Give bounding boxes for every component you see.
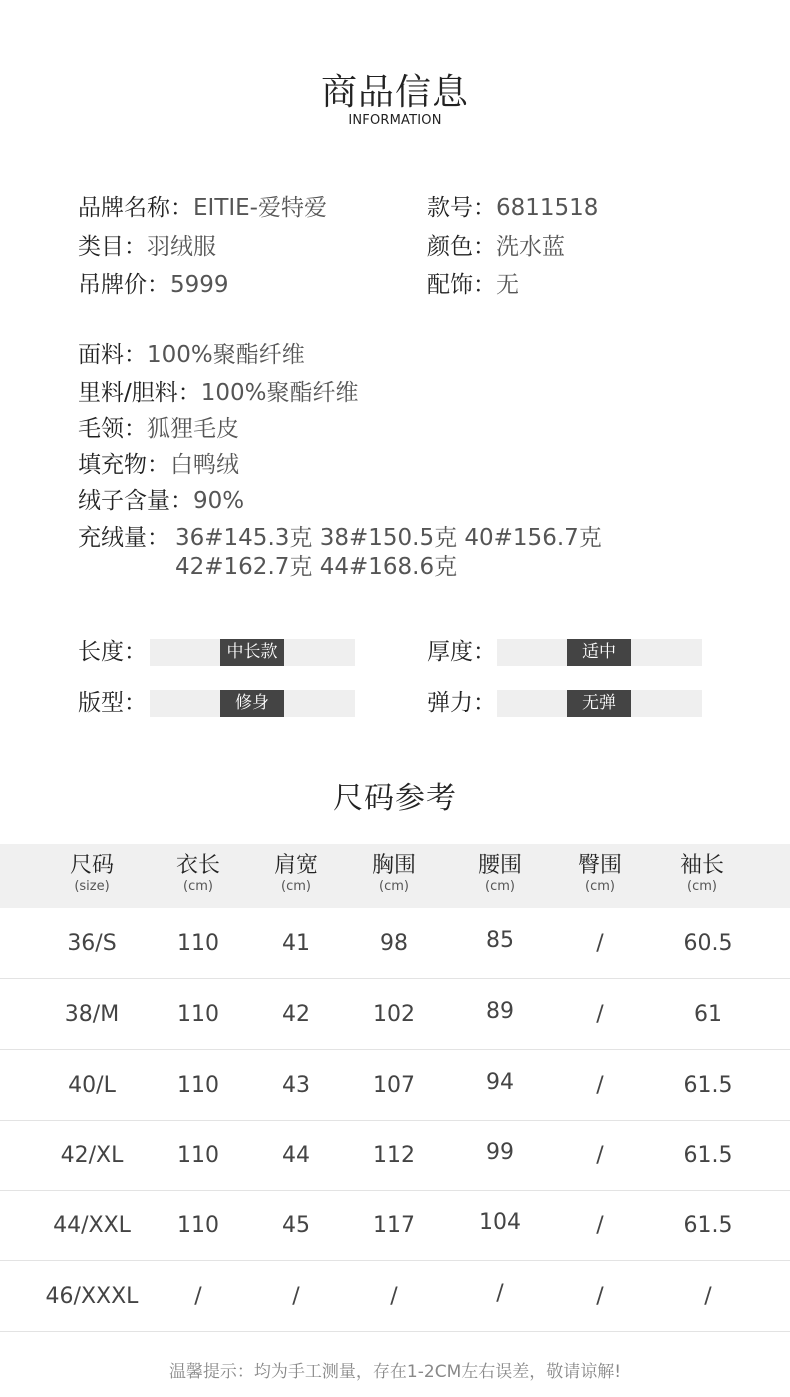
cell-sleeve: 61.5: [683, 1143, 733, 1168]
brand-field: [78, 194, 327, 222]
cell-chest: 102: [373, 1002, 415, 1027]
elasticity-value-badge: 无弹: [567, 690, 631, 717]
table-row: [0, 979, 790, 1050]
fill-amount-values: [175, 524, 602, 581]
cell-length: 110: [177, 1143, 219, 1168]
header-shoulder-unit: (cm): [281, 879, 311, 894]
collar-field: [78, 415, 239, 443]
fabric-value: 100%聚酯纤维: [147, 342, 305, 368]
filling-label: 填充物：: [78, 452, 170, 478]
collar-label: 毛领：: [78, 416, 147, 442]
header-sleeve-name: 袖长: [679, 853, 724, 878]
cell-sleeve: 61: [694, 1002, 722, 1027]
price-label: 吊牌价：: [78, 272, 170, 298]
color-value: 洗水蓝: [496, 234, 565, 260]
lining-label: 里料/胆料：: [78, 380, 201, 406]
cell-chest: 117: [373, 1213, 415, 1238]
category-label: 类目：: [78, 234, 147, 260]
cell-hip: /: [596, 1002, 604, 1027]
thickness-value-badge: 适中: [567, 639, 631, 666]
fit-value-badge: 修身: [220, 690, 284, 717]
brand-label: 品牌名称：: [78, 195, 193, 221]
lining-field: [78, 379, 359, 407]
length-label: 长度：: [78, 639, 147, 665]
header-hip-unit: (cm): [585, 879, 615, 894]
elasticity-label: 弹力：: [427, 690, 496, 716]
brand-value: EITIE-爱特爱: [193, 195, 327, 221]
fit-label: 版型：: [78, 690, 147, 716]
header-shoulder-name: 肩宽: [273, 853, 318, 878]
fill-amount-line-1: 36#145.3克 38#150.5克 40#156.7克: [175, 525, 602, 551]
style-no-label: 款号：: [427, 195, 496, 221]
cell-chest: 112: [373, 1143, 415, 1168]
cell-length: 110: [177, 1073, 219, 1098]
category-value: 羽绒服: [147, 234, 216, 260]
filling-value: 白鸭绒: [170, 452, 239, 478]
price-field: [78, 271, 229, 299]
table-row: [0, 1261, 790, 1332]
length-value-badge: 中长款: [220, 639, 284, 666]
cell-size: 40/L: [68, 1073, 116, 1098]
cell-sleeve: 61.5: [683, 1213, 733, 1238]
accessory-value: 无: [496, 272, 519, 298]
header-length-name: 衣长: [175, 853, 220, 878]
thickness-label: 厚度：: [427, 639, 496, 665]
fill-amount-field: [78, 524, 170, 552]
collar-value: 狐狸毛皮: [147, 416, 239, 442]
cell-shoulder: 43: [282, 1073, 310, 1098]
cell-chest: 98: [380, 931, 408, 956]
thickness-bar: [497, 639, 702, 666]
header-waist-name: 腰围: [477, 853, 522, 878]
cell-hip: /: [596, 1143, 604, 1168]
cell-shoulder: 42: [282, 1002, 310, 1027]
cell-size: 38/M: [64, 1002, 120, 1027]
page-subtitle: INFORMATION: [348, 113, 442, 128]
style-no-value: 6811518: [496, 195, 599, 221]
cell-sleeve: 61.5: [683, 1073, 733, 1098]
table-row: [0, 1190, 790, 1261]
cell-hip: /: [596, 1284, 604, 1309]
size-table-header: [0, 844, 790, 908]
cell-length: 110: [177, 1002, 219, 1027]
cell-waist: 104: [479, 1210, 521, 1235]
measurement-note: 温馨提示：均为手工测量，存在1-2CM左右误差，敬请谅解!: [168, 1362, 622, 1382]
down-content-field: [78, 487, 244, 515]
price-value: 5999: [170, 272, 229, 298]
accessory-field: [427, 271, 519, 299]
cell-hip: /: [596, 931, 604, 956]
header-size-name: 尺码: [69, 853, 114, 878]
cell-sleeve: 60.5: [683, 931, 733, 956]
color-field: [427, 233, 565, 261]
filling-field: [78, 451, 239, 479]
header-hip-name: 臀围: [577, 853, 622, 878]
cell-sleeve: /: [704, 1284, 712, 1309]
elasticity-bar: [497, 690, 702, 717]
cell-size: 46/XXXL: [45, 1284, 139, 1309]
header-chest-unit: (cm): [379, 879, 409, 894]
cell-chest: 107: [373, 1073, 415, 1098]
table-row: [0, 908, 790, 979]
header-length-unit: (cm): [183, 879, 213, 894]
header-size: [32, 853, 152, 895]
header-sleeve: [642, 853, 762, 895]
color-label: 颜色：: [427, 234, 496, 260]
cell-shoulder: 45: [282, 1213, 310, 1238]
cell-length: /: [194, 1284, 202, 1309]
down-content-label: 绒子含量：: [78, 488, 193, 514]
cell-size: 44/XXL: [53, 1213, 131, 1238]
length-bar: [150, 639, 355, 666]
category-field: [78, 233, 216, 261]
cell-shoulder: /: [292, 1284, 300, 1309]
header-sleeve-unit: (cm): [687, 879, 717, 894]
header-chest-name: 胸围: [371, 853, 416, 878]
cell-chest: /: [390, 1284, 398, 1309]
header-waist-unit: (cm): [485, 879, 515, 894]
cell-waist: 89: [486, 999, 514, 1024]
table-row: [0, 1120, 790, 1191]
cell-shoulder: 41: [282, 931, 310, 956]
fill-amount-line-2: 42#162.7克 44#168.6克: [175, 553, 458, 580]
fit-bar: [150, 690, 355, 717]
table-row: [0, 1050, 790, 1121]
accessory-label: 配饰：: [427, 272, 496, 298]
down-content-value: 90%: [193, 488, 245, 514]
cell-waist: /: [496, 1281, 504, 1306]
header-size-unit: (size): [74, 879, 110, 894]
size-chart-title: 尺码参考: [333, 781, 457, 816]
cell-shoulder: 44: [282, 1143, 310, 1168]
cell-waist: 99: [486, 1140, 514, 1165]
cell-waist: 94: [486, 1070, 514, 1095]
style-no-field: [427, 194, 598, 222]
cell-hip: /: [596, 1073, 604, 1098]
cell-waist: 85: [486, 928, 514, 953]
cell-length: 110: [177, 1213, 219, 1238]
fabric-field: [78, 341, 305, 369]
header-chest: [334, 853, 454, 895]
fabric-label: 面料：: [78, 342, 147, 368]
cell-hip: /: [596, 1213, 604, 1238]
page-title: 商品信息: [320, 72, 469, 113]
cell-size: 36/S: [67, 931, 117, 956]
cell-size: 42/XL: [60, 1143, 124, 1168]
cell-length: 110: [177, 931, 219, 956]
lining-value: 100%聚酯纤维: [200, 380, 359, 406]
fill-amount-label: 充绒量：: [78, 525, 170, 551]
